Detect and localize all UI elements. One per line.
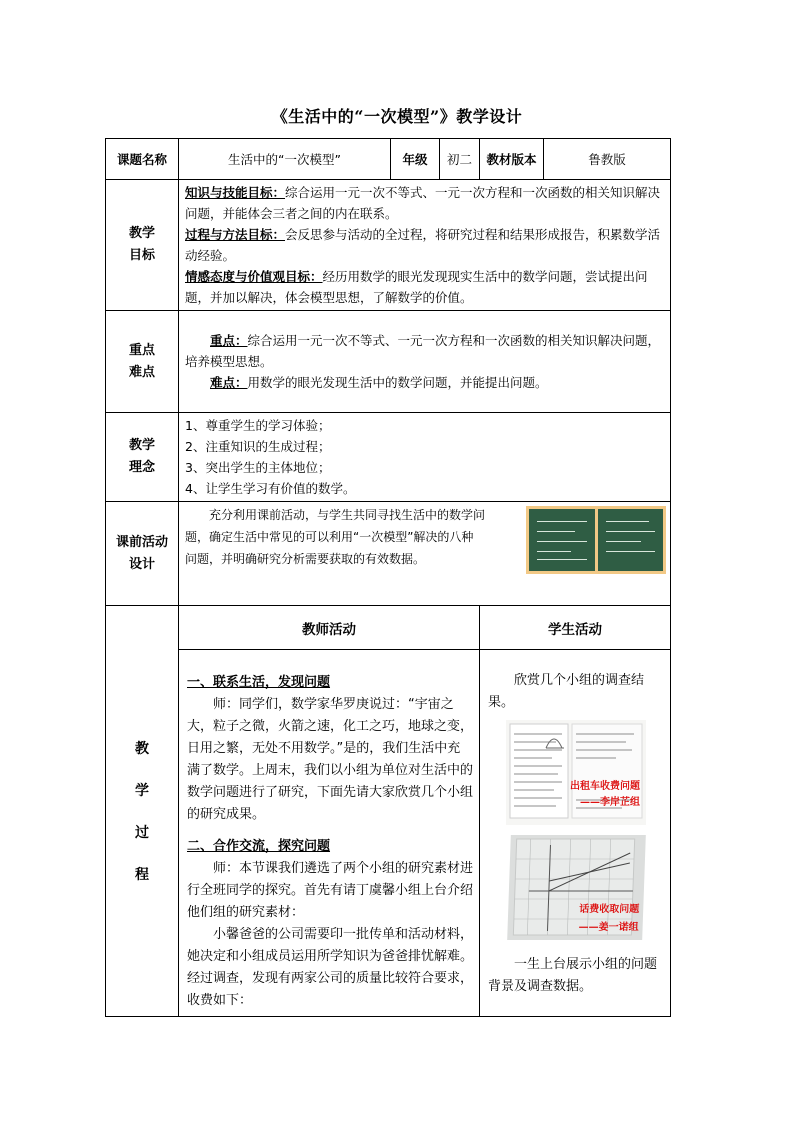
pre-class-row [106, 502, 671, 606]
emotion-goal: 情感态度与价值观目标：经历用数学的眼光发现现实生活中的数学问题，尝试提出问题，并加以解决，体会模型思想，了解数学的价值。 [185, 269, 648, 305]
phone-bill-caption: 话费收取问题 [578, 904, 639, 915]
knowledge-goal: 知识与技能目标：综合运用一元一次不等式、一元一次方程和一次函数的相关知识解决问题，并能体会三者之间的内在联系。 [185, 185, 661, 221]
key-points-row [106, 311, 671, 413]
teacher-activity-header: 教师活动 [179, 606, 480, 650]
edition-value: 鲁教版 [544, 139, 671, 180]
phone-bill-survey-image [507, 835, 646, 940]
philosophy-item: 2、注重知识的生成过程； [185, 439, 331, 454]
pre-class-content [179, 502, 671, 606]
grade-label: 年级 [391, 139, 440, 180]
grade-value: 初二 [440, 139, 480, 180]
goals-row [106, 180, 671, 311]
goals-label: 教学 目标 [106, 180, 179, 311]
taxi-fare-survey-image [506, 720, 646, 825]
goals-content [179, 180, 671, 311]
section-1-title: 一、联系生活，发现问题 [187, 675, 331, 690]
key-point: 重点：综合运用一元一次不等式、一元一次方程和一次函数的相关知识解决问题，培养模型思想。 [185, 333, 661, 369]
process-goal: 过程与方法目标：会反思参与活动的全过程，将研究过程和结果形成报告，积累数学活动经验。 [185, 227, 661, 263]
phone-bill-group-caption: ——姜一诺组 [577, 922, 639, 933]
student-activity-text-1: 欣赏几个小组的调查结果。 [488, 673, 645, 710]
philosophy-item: 4、让学生学习有价值的数学。 [185, 481, 356, 496]
course-value: 生活中的“一次模型” [179, 139, 391, 180]
pre-class-text-line2: 题，确定生活中常见的可以利用“一次模型”解决的八种 [185, 530, 474, 544]
taxi-fare-caption: 出租车收费问题 [570, 781, 640, 792]
process-content-row [106, 650, 671, 1017]
edition-label: 教材版本 [480, 139, 544, 180]
student-activity-text-2: 一生上台展示小组的问题背景及调查数据。 [488, 957, 658, 994]
teacher-activity [179, 650, 480, 1017]
student-activity [480, 650, 671, 1017]
key-points-label: 重点 难点 [106, 311, 179, 413]
pre-class-label: 课前活动 设计 [106, 502, 179, 606]
section-2-paragraph-2: 小馨爸爸的公司需要印一批传单和活动材料，她决定和小组成员运用所学知识为爸爸排忧解难。经过调查，发现有两家公司的质量比较符合要求，收费如下： [187, 927, 474, 1008]
pre-class-text-line3: 问题，并明确研究分析需要获取的有效数据。 [185, 552, 426, 566]
lesson-plan-table [105, 138, 671, 1017]
process-label: 教 学 过 程 [106, 606, 179, 1017]
philosophy-list [179, 413, 671, 502]
philosophy-row [106, 413, 671, 502]
philosophy-item: 1、尊重学生的学习体验； [185, 418, 331, 433]
page-title: 《生活中的“一次模型”》教学设计 [271, 107, 523, 126]
philosophy-label: 教学 理念 [106, 413, 179, 502]
process-header-row [106, 606, 671, 650]
course-label: 课题名称 [106, 139, 179, 180]
header-row [106, 139, 671, 180]
student-activity-header: 学生活动 [480, 606, 671, 650]
key-points-content [179, 311, 671, 413]
difficult-point: 难点：用数学的眼光发现生活中的数学问题，并能提出问题。 [210, 375, 548, 390]
philosophy-item: 3、突出学生的主体地位； [185, 460, 331, 475]
pre-class-text-line1: 充分利用课前活动，与学生共同寻找生活中的数学问 [209, 508, 486, 522]
section-2-paragraph-1: 师：本节课我们遴选了两个小组的研究素材进行全班同学的探究。首先有请丁虞馨小组上台介绍他们组的研究素材： [187, 861, 474, 920]
taxi-fare-group-caption: ——李岸芷组 [580, 797, 640, 808]
classroom-board-photo [526, 506, 666, 574]
section-1-paragraph: 师：同学们，数学家华罗庚说过：“宇宙之大，粒子之微，火箭之速，化工之巧，地球之变，日用之繁，无处不用数学。”是的，我们生活中充满了数学。上周末，我们以小组为单位对生活中的数学问题进行了研究，下面先请大家欣赏几个小组的研究成果。 [187, 697, 474, 822]
section-2-title: 二、合作交流，探究问题 [187, 839, 331, 854]
